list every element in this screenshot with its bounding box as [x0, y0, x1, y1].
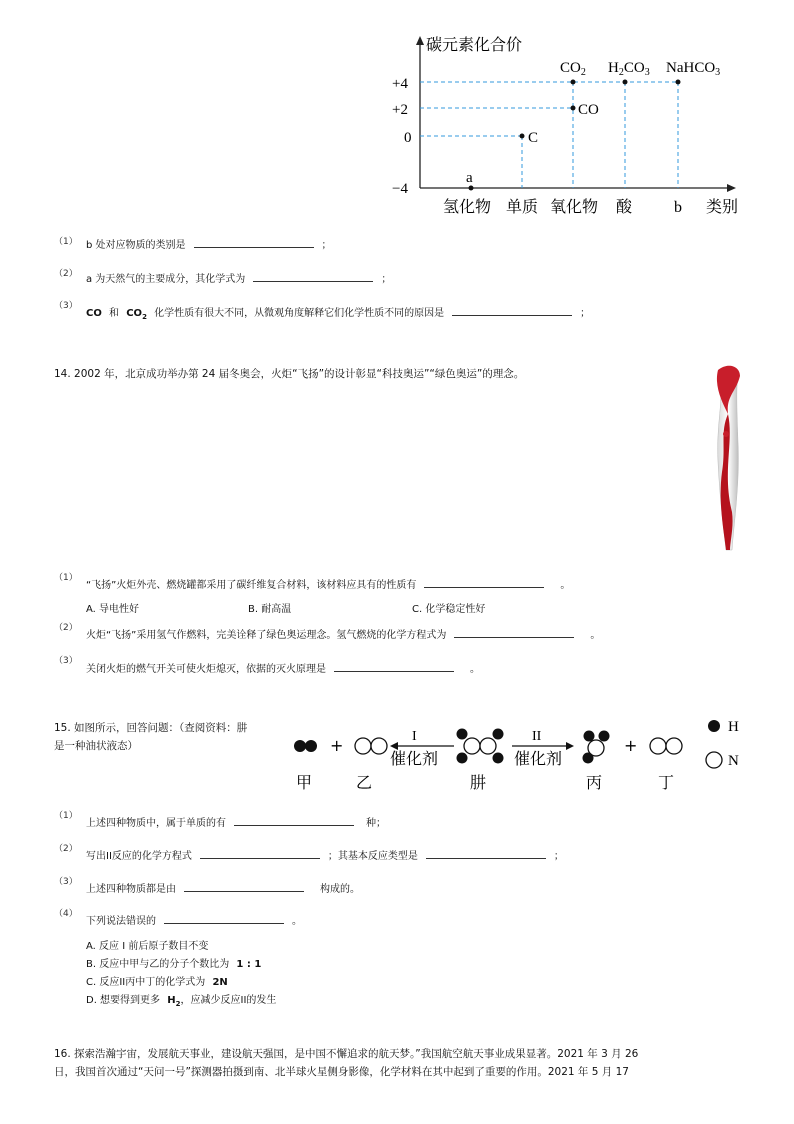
q14-2-end: 。 [590, 630, 601, 641]
q13-1-text: b 处对应物质的类别是 [86, 240, 186, 251]
q16-line2: 日，我国首次通过“天问一号”探测器拍摄到南、北半球火星侧身影像，化学材料在其中起到了重要的作用。2021 年 5 月 17 [54, 1066, 629, 1078]
q13-2 [86, 270, 391, 285]
q15-option-d[interactable]: D. 想要得到更多 $H_2$，应减少反应II的发生 [86, 995, 277, 1008]
svg-text:I: I [412, 729, 417, 744]
q15-option-a[interactable]: A. 反应 I 前后原子数目不变 [86, 941, 209, 952]
q15-3-text: 上述四种物质都是由 [86, 884, 176, 895]
point-co2 [571, 80, 576, 85]
q13-3-answer-blank[interactable] [452, 305, 572, 316]
q15-1-answer-blank[interactable] [234, 815, 354, 826]
q15-2-type-blank[interactable] [426, 848, 546, 859]
q16-line1: 16. 探索浩瀚宇宙，发展航天事业，建设航天强国，是中国不懈追求的航天梦。”我国航空航天事业成果显著。2021 年 3 月 26 [54, 1048, 639, 1060]
xcat-acid: 酸 [616, 199, 633, 216]
q14-1-answer-blank[interactable] [424, 577, 544, 588]
q15-3-answer-blank[interactable] [184, 881, 304, 892]
q14-2 [86, 626, 600, 641]
svg-text:H: H [728, 719, 739, 735]
svg-text:乙: 乙 [356, 773, 373, 792]
point-a [469, 186, 474, 191]
q15-1-end: 种； [366, 818, 386, 829]
svg-text:N: N [728, 753, 739, 769]
q14-3-number: （3） [54, 656, 78, 666]
xcat-hydride: 氢化物 [443, 199, 492, 216]
ytick-minus4: −4 [392, 181, 408, 197]
q13-2-answer-blank[interactable] [253, 271, 373, 282]
q14-3-end: 。 [470, 664, 480, 675]
xcat-element: 单质 [506, 199, 539, 216]
q13-1-number: （1） [54, 237, 78, 247]
q13-2-text: a 为天然气的主要成分，其化学式为 [86, 274, 246, 285]
q13-1-answer-blank[interactable] [194, 237, 314, 248]
q15-option-c[interactable]: C. 反应II丙中丁的化学式为 2N [86, 977, 228, 988]
xcat-oxide: 氧化物 [550, 199, 599, 216]
q14-1 [86, 576, 570, 591]
q15-4-answer-blank[interactable] [164, 913, 284, 924]
q14-2-number: （2） [54, 623, 78, 633]
q15-4-end: 。 [292, 916, 302, 927]
svg-text:II: II [532, 729, 542, 744]
q13-1-end: ； [321, 240, 332, 251]
q15-2-end: ； [553, 851, 564, 862]
q15-1-text: 上述四种物质中，属于单质的有 [86, 818, 226, 829]
q13-2-end: ； [381, 274, 392, 285]
y-axis-label: 碳元素化合价 [426, 37, 523, 54]
ytick-plus2: +2 [392, 102, 408, 118]
q14-1-end: 。 [560, 580, 571, 591]
x-axis-arrow [727, 184, 736, 192]
q14-2-text: 火炬“飞扬”采用氢气作燃料，完美诠释了绿色奥运理念。氢气燃烧的化学方程式为 [86, 630, 447, 641]
q14-3-text: 关闭火炬的燃气开关可使火炬熄灭，依据的灭火原理是 [86, 664, 326, 675]
q15-1-number: （1） [54, 811, 78, 821]
q13-3-co: CO [86, 308, 102, 319]
q14-3 [86, 660, 480, 675]
q15-heading-line1: 15. 如图所示，回答问题：（查阅资料：肼 [54, 722, 248, 734]
point-co [571, 106, 576, 111]
torch-image [706, 362, 748, 554]
xcat-b: b [674, 199, 682, 216]
svg-text:丁: 丁 [658, 773, 675, 792]
q15-4-text: 下列说法错误的 [86, 916, 156, 927]
q14-option-b[interactable]: B. 耐高温 [248, 604, 292, 615]
svg-text:丙: 丙 [586, 773, 603, 792]
q14-option-c[interactable]: C. 化学稳定性好 [412, 604, 486, 615]
ytick-zero: 0 [404, 130, 412, 146]
q14-3-answer-blank[interactable] [334, 661, 454, 672]
q15-4 [86, 912, 302, 927]
q14-heading: 14. 2002 年，北京成功举办第 24 届冬奥会，火炬“飞扬”的设计彰显“科技奥运”“绿色奥运”的理念。 [54, 368, 525, 380]
q14-1-text: “飞扬”火炬外壳、燃烧罐都采用了碳纤维复合材料，该材料应具有的性质有 [86, 580, 417, 591]
q15-3 [86, 880, 360, 895]
q13-2-number: （2） [54, 269, 78, 279]
label-nahco3: NaHCO$_3$ [666, 60, 721, 78]
guide-lines [420, 82, 678, 188]
q13-3-and: 和 [109, 308, 120, 319]
q15-4-number: （4） [54, 909, 78, 919]
svg-text:催化剂: 催化剂 [390, 749, 439, 768]
ytick-plus4: +4 [392, 76, 408, 92]
valence-chart [380, 30, 760, 220]
point-c [520, 134, 525, 139]
label-co: CO [578, 102, 599, 118]
q15-2-text: 写出II反应的化学方程式 [86, 851, 192, 862]
q15-option-b[interactable]: B. 反应中甲与乙的分子个数比为 1 : 1 [86, 959, 262, 970]
q13-3-co2: $CO_2$ [126, 308, 147, 321]
label-c: C [528, 130, 539, 146]
q13-3 [86, 304, 590, 321]
reaction-diagram [286, 712, 756, 796]
svg-text:甲: 甲 [296, 773, 313, 792]
point-nahco3 [676, 80, 681, 85]
q15-2-equation-blank[interactable] [200, 848, 320, 859]
x-axis-label: 类别 [706, 199, 739, 216]
q14-2-answer-blank[interactable] [454, 627, 574, 638]
q15-2-number: （2） [54, 844, 78, 854]
q13-3-end: ； [580, 308, 591, 319]
point-h2co3 [623, 80, 628, 85]
label-h2co3: $H_2CO_3$ [608, 60, 650, 78]
label-a: a [466, 170, 473, 186]
q14-option-a[interactable]: A. 导电性好 [86, 604, 140, 615]
q15-2 [86, 847, 564, 862]
y-axis-arrow [416, 36, 424, 45]
svg-text:催化剂: 催化剂 [514, 749, 563, 768]
svg-text:肼: 肼 [470, 773, 487, 792]
svg-text:+: + [624, 736, 638, 755]
q15-3-number: （3） [54, 877, 78, 887]
q13-3-number: （3） [54, 301, 78, 311]
svg-text:+: + [330, 736, 344, 755]
q13-3-text: 化学性质有很大不同，从微观角度解释它们化学性质不同的原因是 [154, 308, 445, 319]
q15-1 [86, 814, 386, 829]
q15-heading-line2: 是一种油状液态） [54, 740, 138, 752]
q15-2-mid: ；其基本反应类型是 [327, 851, 418, 862]
q13-1 [86, 236, 332, 251]
q14-1-number: （1） [54, 573, 78, 583]
q15-3-end: 构成的。 [320, 884, 360, 895]
label-co2: $CO_2$ [560, 60, 586, 78]
